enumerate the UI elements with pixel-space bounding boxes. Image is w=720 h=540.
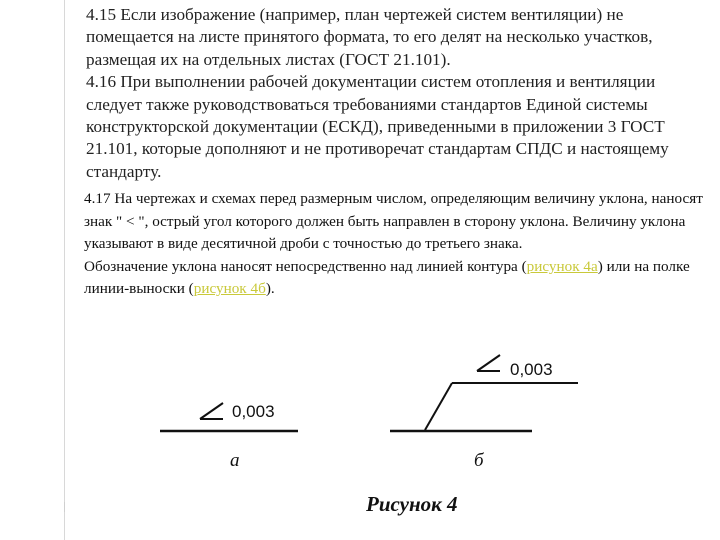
figure-label-a: а [230, 450, 240, 471]
leader-line-b [425, 383, 452, 430]
slope-text-middle: ) или на полке линии-выноски ( [84, 257, 690, 298]
link-figure-4b[interactable]: рисунок 4б [193, 280, 266, 298]
text-block-417 [84, 188, 712, 301]
slope-sign-b-upper [477, 355, 500, 371]
paragraph-slope-notation [84, 256, 712, 301]
slope-value-b: 0,003 [510, 360, 553, 379]
slope-text-end: ). [265, 280, 275, 298]
paragraph-4-15: 4.15 Если изображение (например, план чертежей систем вентиляции) не помещается на листе принятого формата, то его делят на несколько участков, размещая их на отдельных листах (ГОСТ 21.101). [86, 5, 653, 69]
link-figure-4a[interactable]: рисунок 4а [526, 257, 598, 275]
figure-caption: Рисунок 4 [366, 492, 458, 516]
figure-label-b: б [474, 450, 484, 471]
figure-4 [150, 340, 590, 530]
slope-sign-a-upper [200, 403, 223, 419]
slope-text-start: Обозначение уклона наносят непосредственно над линией контура ( [84, 257, 527, 275]
slope-value-a: 0,003 [232, 402, 275, 421]
slope-mark-a [200, 403, 223, 419]
frame-corner [64, 502, 75, 512]
paragraph-4-17: 4.17 На чертежах и схемах перед размерным числом, определяющим величину уклона, наносят знак " < ", острый угол которого должен быть направлен в сторону уклона. Величину уклона указывают в виде десятичной дроби с точностью до третьего знака. [84, 190, 703, 253]
slope-mark-b [477, 355, 500, 371]
paragraph-4-16: 4.16 При выполнении рабочей документации систем отопления и вентиляции следует также руководствоваться требованиями стандартов Единой системы конструкторской документации (ЕСКД), приведенными в приложении 3 ГОСТ 21.101, которые дополняют и не противоречат стандартам СПДС и настоящему стандарту. [86, 72, 669, 181]
text-block-415-416 [86, 4, 711, 183]
